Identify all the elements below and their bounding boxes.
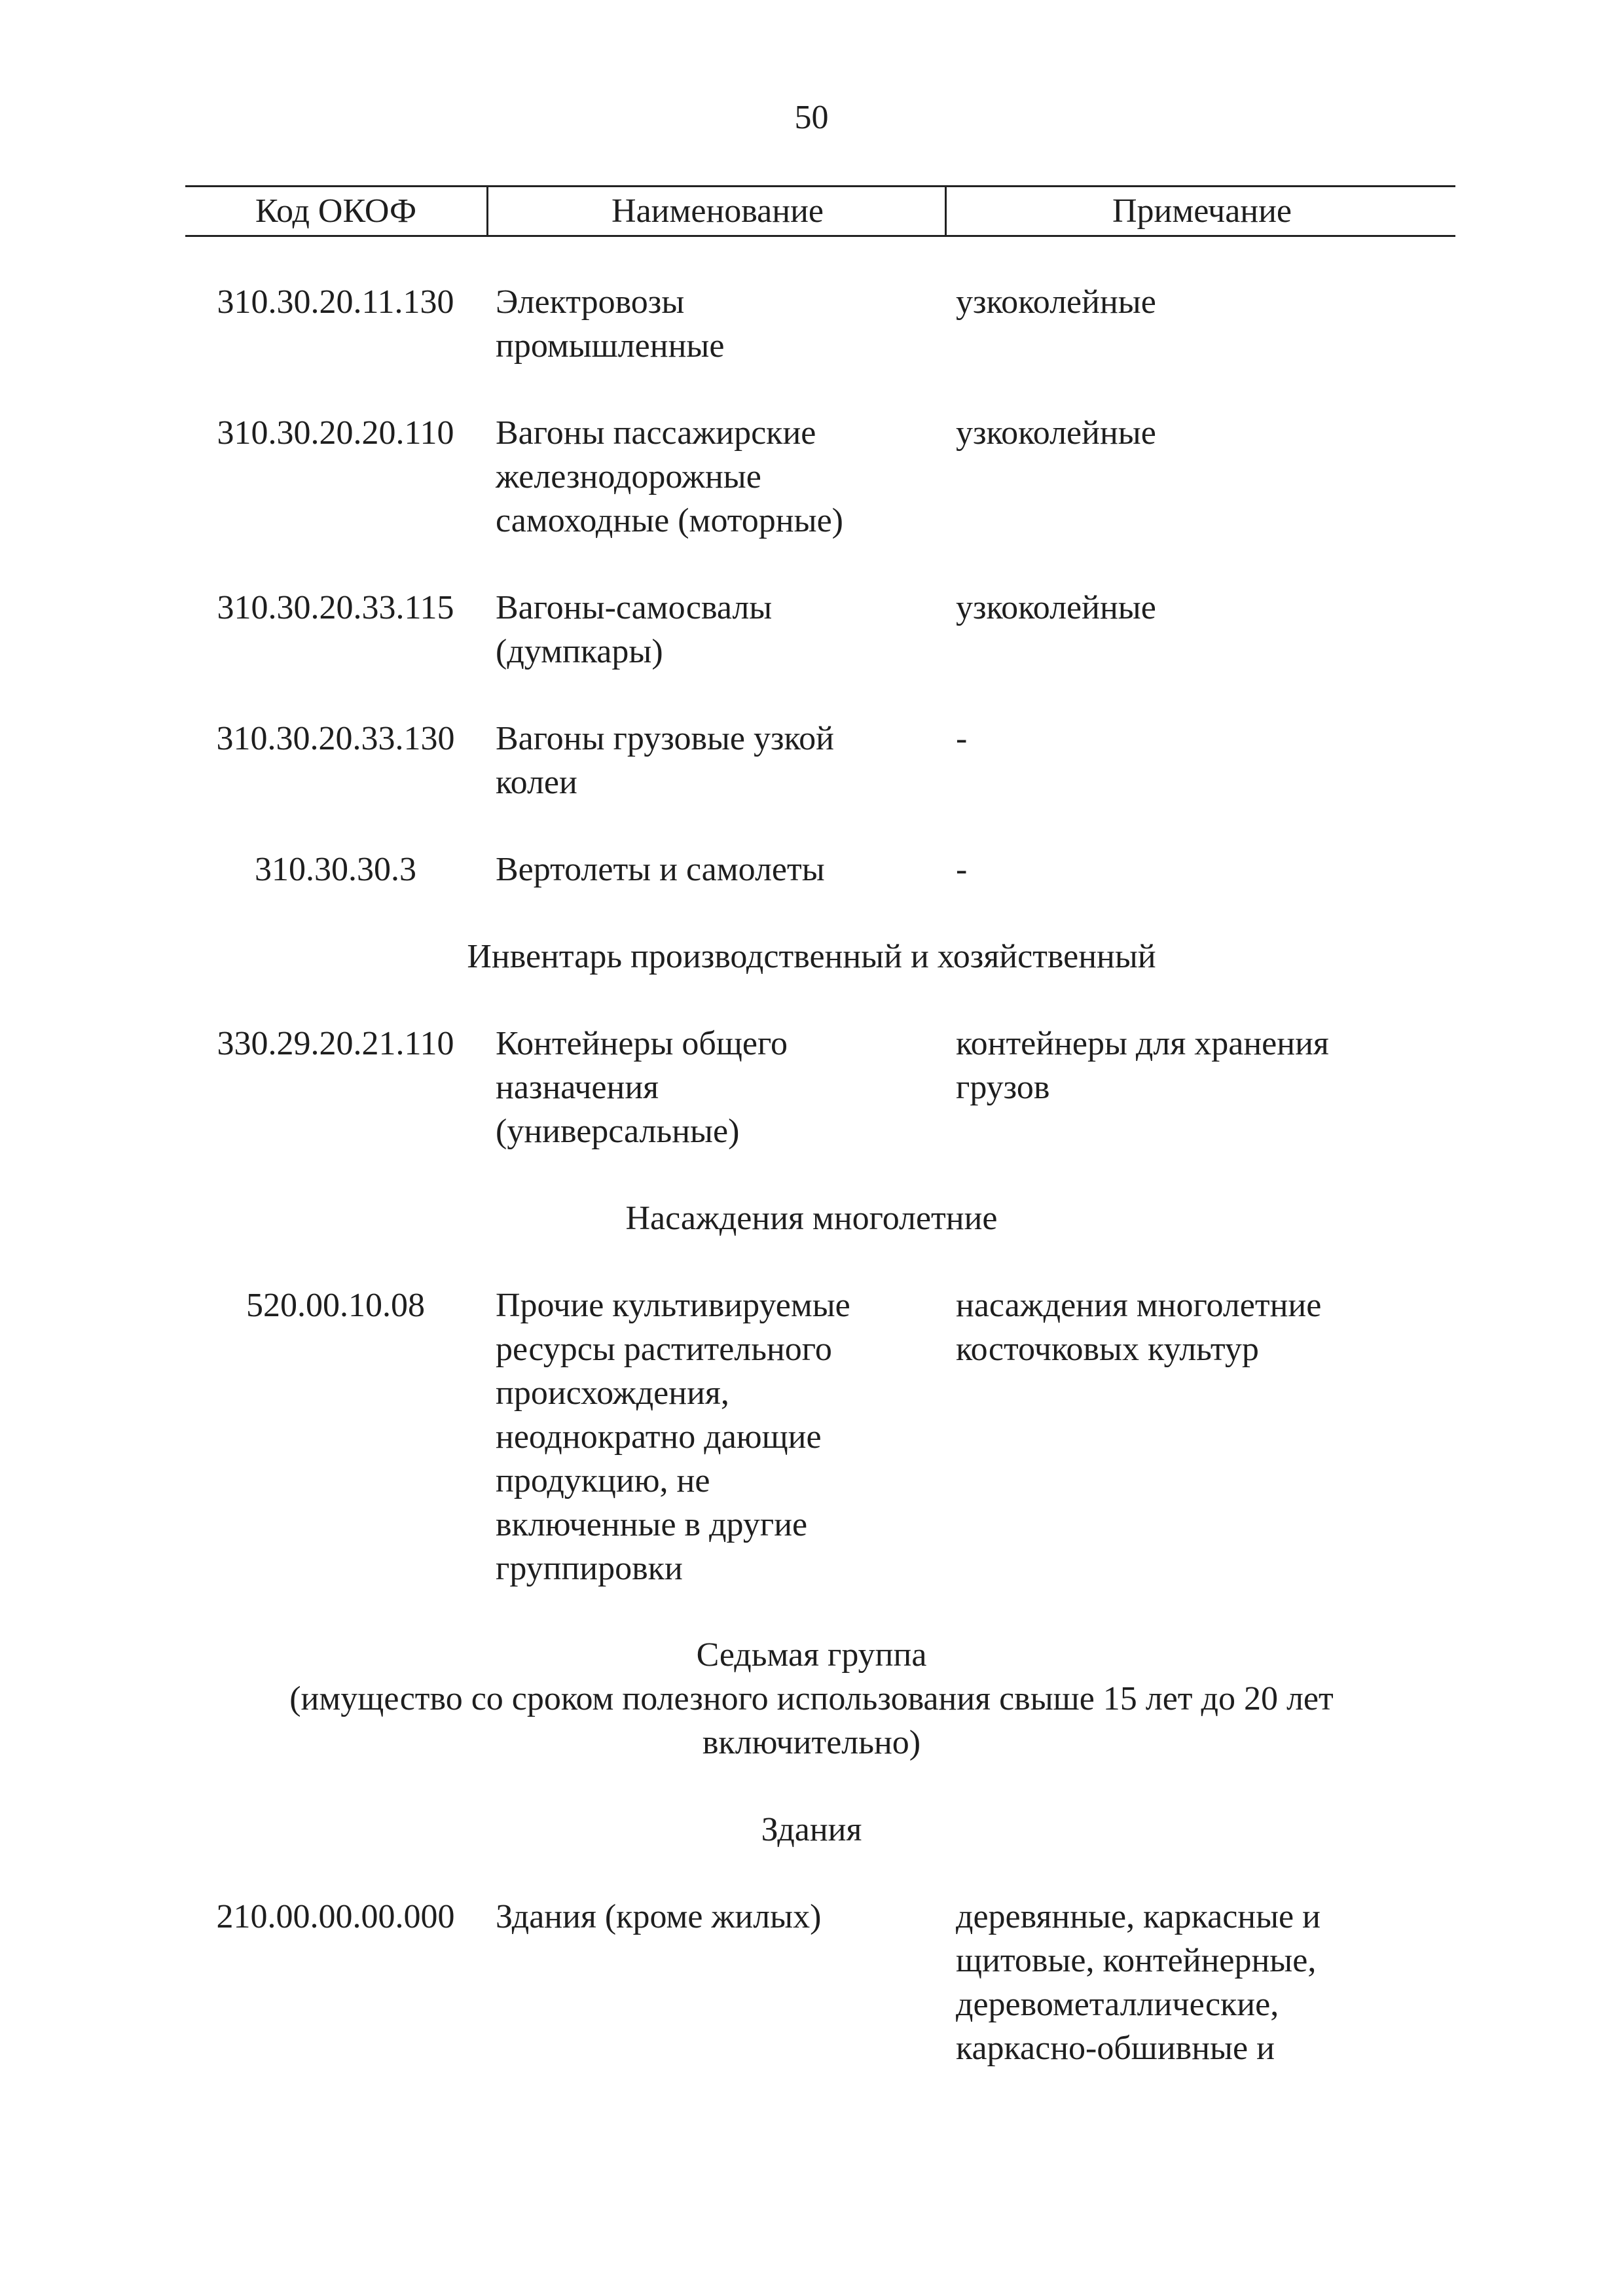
- okof-code: 310.30.20.20.110: [217, 414, 454, 452]
- item-note: [956, 280, 1467, 324]
- header-code: Код ОКОФ: [255, 192, 417, 230]
- group-title: Седьмая группа: [696, 1636, 927, 1674]
- note-line: деревянные, каркасные и: [956, 1898, 1321, 1935]
- name-line: ресурсы растительного: [496, 1331, 832, 1368]
- note-line: каркасно-обшивные и: [956, 2030, 1275, 2067]
- note-line: контейнеры для хранения: [956, 1025, 1329, 1062]
- name-line: продукцию, не: [496, 1462, 710, 1499]
- name-line: происхождения,: [496, 1374, 729, 1412]
- name-line: неоднократно дающие: [496, 1418, 822, 1456]
- note-line: узкоколейные: [956, 283, 1156, 321]
- name-line: железнодорожные: [496, 458, 761, 495]
- name-line: Прочие культивируемые: [496, 1287, 850, 1324]
- note-line: узкоколейные: [956, 414, 1156, 452]
- note-line: узкоколейные: [956, 589, 1156, 626]
- group-heading: [0, 1633, 1623, 1765]
- note-line: насаждения многолетние: [956, 1287, 1322, 1324]
- name-line: промышленные: [496, 327, 725, 365]
- note-line: деревометаллические,: [956, 1986, 1279, 2023]
- item-name: [496, 411, 915, 543]
- name-line: (думпкары): [496, 633, 663, 670]
- item-name: [496, 848, 915, 891]
- note-line: щитовые, контейнерные,: [956, 1942, 1317, 1979]
- note-line: косточковых культур: [956, 1331, 1259, 1368]
- item-name: [496, 1283, 915, 1590]
- name-line: включенные в другие: [496, 1506, 808, 1543]
- section-heading-buildings: Здания: [761, 1811, 862, 1848]
- page-number: 50: [794, 99, 829, 136]
- okof-code: 310.30.20.33.130: [216, 720, 455, 757]
- item-note: [956, 411, 1467, 455]
- name-line: (универсальные): [496, 1113, 740, 1150]
- name-line: Вагоны-самосвалы: [496, 589, 773, 626]
- note-line: -: [956, 720, 968, 757]
- item-note: [956, 1283, 1467, 1371]
- group-description: (имущество со сроком полезного использования свыше 15 лет до 20 лет: [289, 1680, 1334, 1717]
- item-note: [956, 1895, 1467, 2070]
- okof-code: 330.29.20.21.110: [217, 1025, 454, 1062]
- okof-code: 520.00.10.08: [246, 1287, 425, 1324]
- okof-code: 310.30.30.3: [255, 851, 416, 888]
- okof-code: 310.30.20.11.130: [217, 283, 454, 321]
- item-name: [496, 717, 915, 804]
- item-name: [496, 1022, 915, 1153]
- name-line: Электровозы: [496, 283, 685, 321]
- name-line: самоходные (моторные): [496, 502, 843, 539]
- name-line: Контейнеры общего: [496, 1025, 788, 1062]
- item-name: [496, 280, 915, 368]
- item-note: [956, 586, 1467, 630]
- table-header: [185, 185, 1455, 237]
- okof-code: 210.00.00.00.000: [216, 1898, 455, 1935]
- section-heading-inventory: Инвентарь производственный и хозяйственный: [467, 938, 1156, 975]
- group-description: включительно): [702, 1724, 921, 1761]
- header-name: Наименование: [486, 187, 947, 235]
- name-line: Вагоны пассажирские: [496, 414, 816, 452]
- name-line: колеи: [496, 764, 577, 801]
- name-line: группировки: [496, 1550, 683, 1587]
- item-note: [956, 1022, 1467, 1109]
- note-line: грузов: [956, 1069, 1050, 1106]
- item-note: [956, 848, 1467, 891]
- name-line: Вагоны грузовые узкой: [496, 720, 835, 757]
- name-line: назначения: [496, 1069, 659, 1106]
- item-note: [956, 717, 1467, 761]
- section-heading-plantings: Насаждения многолетние: [625, 1200, 998, 1237]
- note-line: -: [956, 851, 968, 888]
- name-line: Здания (кроме жилых): [496, 1898, 822, 1935]
- okof-code: 310.30.20.33.115: [217, 589, 454, 626]
- item-name: [496, 586, 915, 673]
- name-line: Вертолеты и самолеты: [496, 851, 825, 888]
- item-name: [496, 1895, 915, 1939]
- header-note: Примечание: [945, 187, 1457, 235]
